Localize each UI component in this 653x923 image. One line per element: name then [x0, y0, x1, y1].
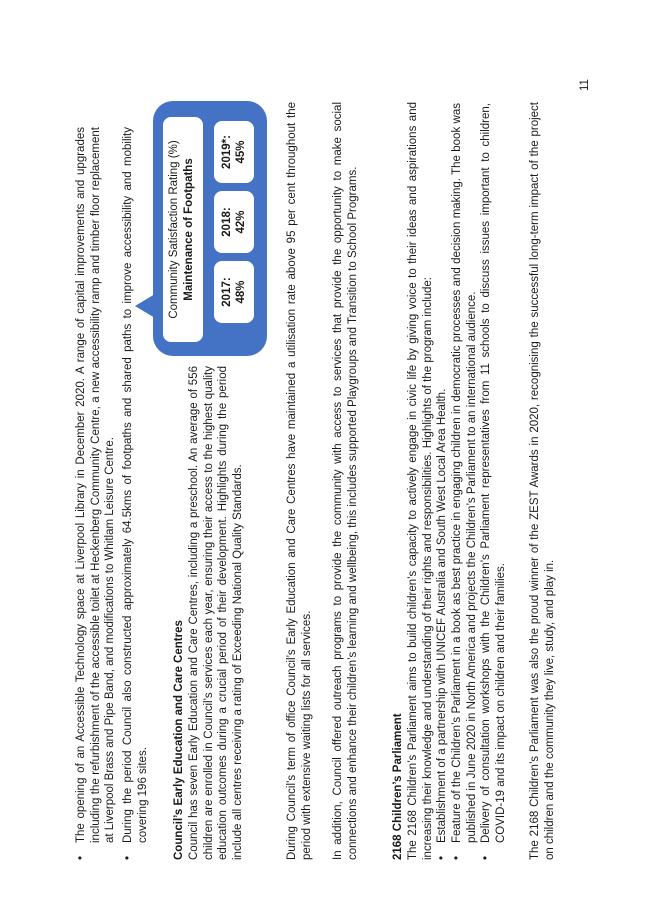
- bullet-text: Establishment of a partnership with UNICEF Australia and South West Local Area Health.: [436, 388, 448, 843]
- list-item: [450, 103, 479, 860]
- bullet-icon: •: [75, 855, 87, 860]
- early-education-body: Council has seven Early Education and Care Centres, including a preschool. An average of 556 children are enrolled in Council’s services each year, ensuring their access to the highest quality education outcomes during a crucial period of their development. Highlights during the period include all centres receiving a rating of Exceeding National Quality Standards.: [188, 366, 244, 860]
- utilisation-paragraph: During Council’s term of office Council’s Early Education and Care Centres have maintained a utilisation rate above 95 per cent throughout the period with extensive waiting lists for all services.: [286, 102, 313, 860]
- bullet-text: During the period Council also constructed approximately 64.5kms of footpaths and shared paths to improve accessibility and mobility covering 196 sites.: [122, 127, 149, 843]
- bullet-icon: •: [451, 855, 463, 860]
- section-heading-early-education: Council’s Early Education and Care Centres: [173, 620, 185, 860]
- bullet-text: The opening of an Accessible Technology space at Liverpool Library in December 2020. A range of capital improvements and upgrades including the refurbishment of the accessible toilet at Heckenberg Community Centre, a new accessibility ramp and timber floor replacement at Liverpool Brass and Pipe Band, and modifications to Whitlam Leisure Centre.: [75, 127, 116, 843]
- rating-box-2017: [214, 261, 254, 323]
- bullet-icon: •: [122, 855, 134, 860]
- list-item: [121, 127, 150, 860]
- rating-value: 42%: [235, 210, 247, 234]
- list-item: [479, 103, 508, 860]
- section-heading-childrens-parliament: 2168 Children’s Parliament: [392, 713, 404, 860]
- bullet-text: Feature of the Children’s Parliament in a book as best practice in engaging children in democratic processes and decision making. The book was published in June 2020 in North America and projects the Children’s Parliament to an international audience.: [451, 103, 478, 843]
- childrens-parliament-closing: The 2168 Children’s Parliament was also the proud winner of the ZEST Awards in 2020, recognising the successful long-term impact of the project on children and the community they live, study, and play in.: [529, 102, 556, 860]
- rating-year: 2018:: [221, 207, 233, 237]
- rating-box-2018: [214, 191, 254, 253]
- callout-title-line2: Maintenance of Footpaths: [183, 158, 195, 301]
- page-number: 11: [579, 79, 591, 91]
- bullet-icon: •: [436, 855, 448, 860]
- callout-title: [163, 117, 203, 342]
- list-item: [74, 127, 118, 860]
- rating-year: 2019*:: [221, 135, 233, 169]
- list-item: [435, 103, 450, 860]
- callout-title-line1: Community Satisfaction Rating (%): [168, 140, 180, 319]
- rating-box-2019: [214, 121, 254, 183]
- callout-pointer: [135, 294, 155, 318]
- bullet-text: Delivery of consultation workshops with the Children’s Parliament representatives from 11 schools to discuss issues important to children, COVID-19 and its impact on children and their families.: [480, 103, 507, 843]
- rating-year: 2017:: [221, 277, 233, 307]
- rating-value: 45%: [235, 140, 247, 164]
- childrens-parliament-intro: The 2168 Children’s Parliament aims to build children’s capacity to actively engage in civic life by giving voice to their ideas and aspirations and increasing their knowledge and understanding of their rights and responsibilities. Highlights of the program include:: [407, 102, 434, 860]
- bullet-icon: •: [480, 855, 492, 860]
- outreach-paragraph: In addition, Council offered outreach programs to provide the community with access to services that provide the opportunity to make social connections and enhance their children’s learning and wellbeing, this includes supported Playgroups and Transition to School Programs.: [332, 102, 359, 860]
- rating-value: 48%: [235, 280, 247, 304]
